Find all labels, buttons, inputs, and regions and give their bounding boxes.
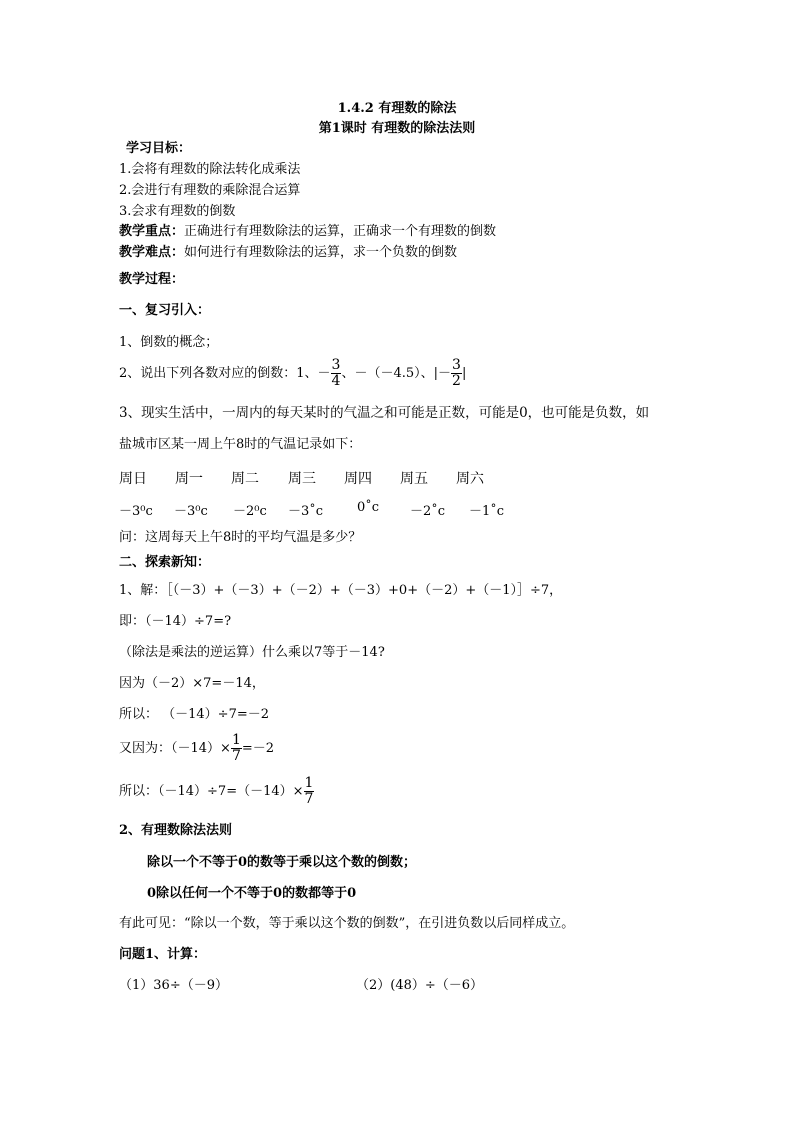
- objective-item: 1.会将有理数的除法转化成乘法: [119, 162, 301, 177]
- item2-prefix: 2、说出下列各数对应的倒数：1、－: [119, 366, 331, 381]
- temperature-cell: －3˚c: [288, 504, 324, 519]
- fraction-three-quarters: [331, 358, 342, 389]
- temperature-cell: －3⁰c: [119, 504, 153, 519]
- weekday-cell: 周五: [400, 471, 428, 487]
- temperature-cell: 0˚c: [357, 500, 380, 515]
- process-heading: 教学过程：: [119, 272, 185, 287]
- section2-because: 因为（－2）×7=－14，: [119, 676, 265, 691]
- rule-2: 0除以任何一个不等于0的数都等于0: [147, 886, 357, 901]
- section1-heading: 一、复习引入：: [119, 303, 211, 318]
- rule-heading: 2、有理数除法法则: [119, 823, 233, 838]
- fraction-denominator: 7: [231, 748, 241, 764]
- fraction-denominator: 2: [452, 373, 461, 389]
- fraction-numerator: 3: [331, 357, 341, 373]
- section1-item3-line2: 盐城市区某一周上午8时的气温记录如下：: [119, 437, 362, 452]
- item2-middle: 、－（－4.5）、|－: [341, 366, 452, 381]
- document-subtitle: 第1课时 有理数的除法法则: [318, 121, 476, 136]
- section2-inverse: （除法是乘法的逆运算）什么乘以7等于－14?: [119, 645, 385, 660]
- difficulty-label: 教学难点：: [119, 245, 185, 260]
- fraction-numerator: 1: [304, 775, 314, 791]
- temperature-cell: －2˚c: [410, 504, 446, 519]
- fraction-numerator: 1: [231, 732, 241, 748]
- objectives-heading: 学习目标：: [126, 141, 192, 156]
- temperature-cell: －1˚c: [469, 504, 505, 519]
- section2-so2: [119, 772, 314, 812]
- temperature-row: [0, 500, 794, 518]
- section2-heading: 二、探索新知：: [119, 555, 211, 570]
- section2-solve: 1、解：［（－3）+（－3）+（－2）+（－3）+0+（－2）+（－1）］÷7，: [119, 583, 563, 598]
- document-title: 1.4.2 有理数的除法: [337, 101, 457, 116]
- weekday-cell: 周二: [231, 471, 259, 487]
- fraction-one-seventh: [304, 776, 315, 807]
- key-point: [119, 224, 496, 240]
- difficulty-text: 如何进行有理数除法的运算，求一个负数的倒数: [184, 245, 458, 260]
- fraction-three-halves: [451, 358, 462, 389]
- problem-1: （1）36÷（－9）: [119, 978, 228, 993]
- so2-prefix: 所以：（－14）÷7=（－14）×: [119, 784, 304, 799]
- rule-1: 除以一个不等于0的数等于乘以这个数的倒数；: [147, 855, 417, 870]
- weekday-cell: 周三: [288, 471, 316, 487]
- section1-item2: [119, 356, 466, 392]
- section1-item3-line1: 3、现实生活中，一周内的每天某时的气温之和可能是正数，可能是0，也可能是负数，如: [119, 405, 650, 421]
- temperature-cell: －2⁰c: [233, 504, 267, 519]
- conclusion: 有此可见：“除以一个数，等于乘以这个数的倒数”，在引进负数以后同样成立。: [119, 916, 575, 931]
- also-prefix: 又因为：（－14）×: [119, 741, 231, 756]
- weekday-cell: 周六: [456, 471, 484, 487]
- section1-item1: 1、倒数的概念；: [119, 335, 219, 350]
- objective-item: 3.会求有理数的倒数: [119, 204, 236, 219]
- fraction-numerator: 3: [452, 357, 461, 373]
- weekday-cell: 周四: [344, 471, 372, 487]
- section1-question: 问：这周每天上午8时的平均气温是多少？: [119, 530, 362, 545]
- section2-also: [119, 730, 274, 768]
- temperature-cell: －3⁰c: [174, 504, 208, 519]
- fraction-denominator: 4: [331, 373, 341, 389]
- key-point-text: 正确进行有理数除法的运算，正确求一个有理数的倒数: [184, 224, 497, 239]
- weekday-row: [0, 468, 794, 486]
- problem-heading: 问题1、计算：: [119, 947, 207, 962]
- section2-so1: 所以： （－14）÷7=－2: [119, 707, 270, 722]
- difficulty: [119, 245, 457, 261]
- objective-item: 2.会进行有理数的乘除混合运算: [119, 183, 301, 198]
- key-point-label: 教学重点：: [119, 224, 185, 239]
- also-suffix: =－2: [241, 741, 275, 756]
- fraction-one-seventh: [231, 733, 242, 764]
- problem-2: （2）(48）÷（－6）: [356, 978, 484, 993]
- weekday-cell: 周日: [119, 471, 147, 487]
- section2-that-is: 即：（－14）÷7=?: [119, 614, 232, 629]
- fraction-denominator: 7: [304, 791, 314, 807]
- item2-suffix: |: [461, 366, 467, 381]
- weekday-cell: 周一: [175, 471, 203, 487]
